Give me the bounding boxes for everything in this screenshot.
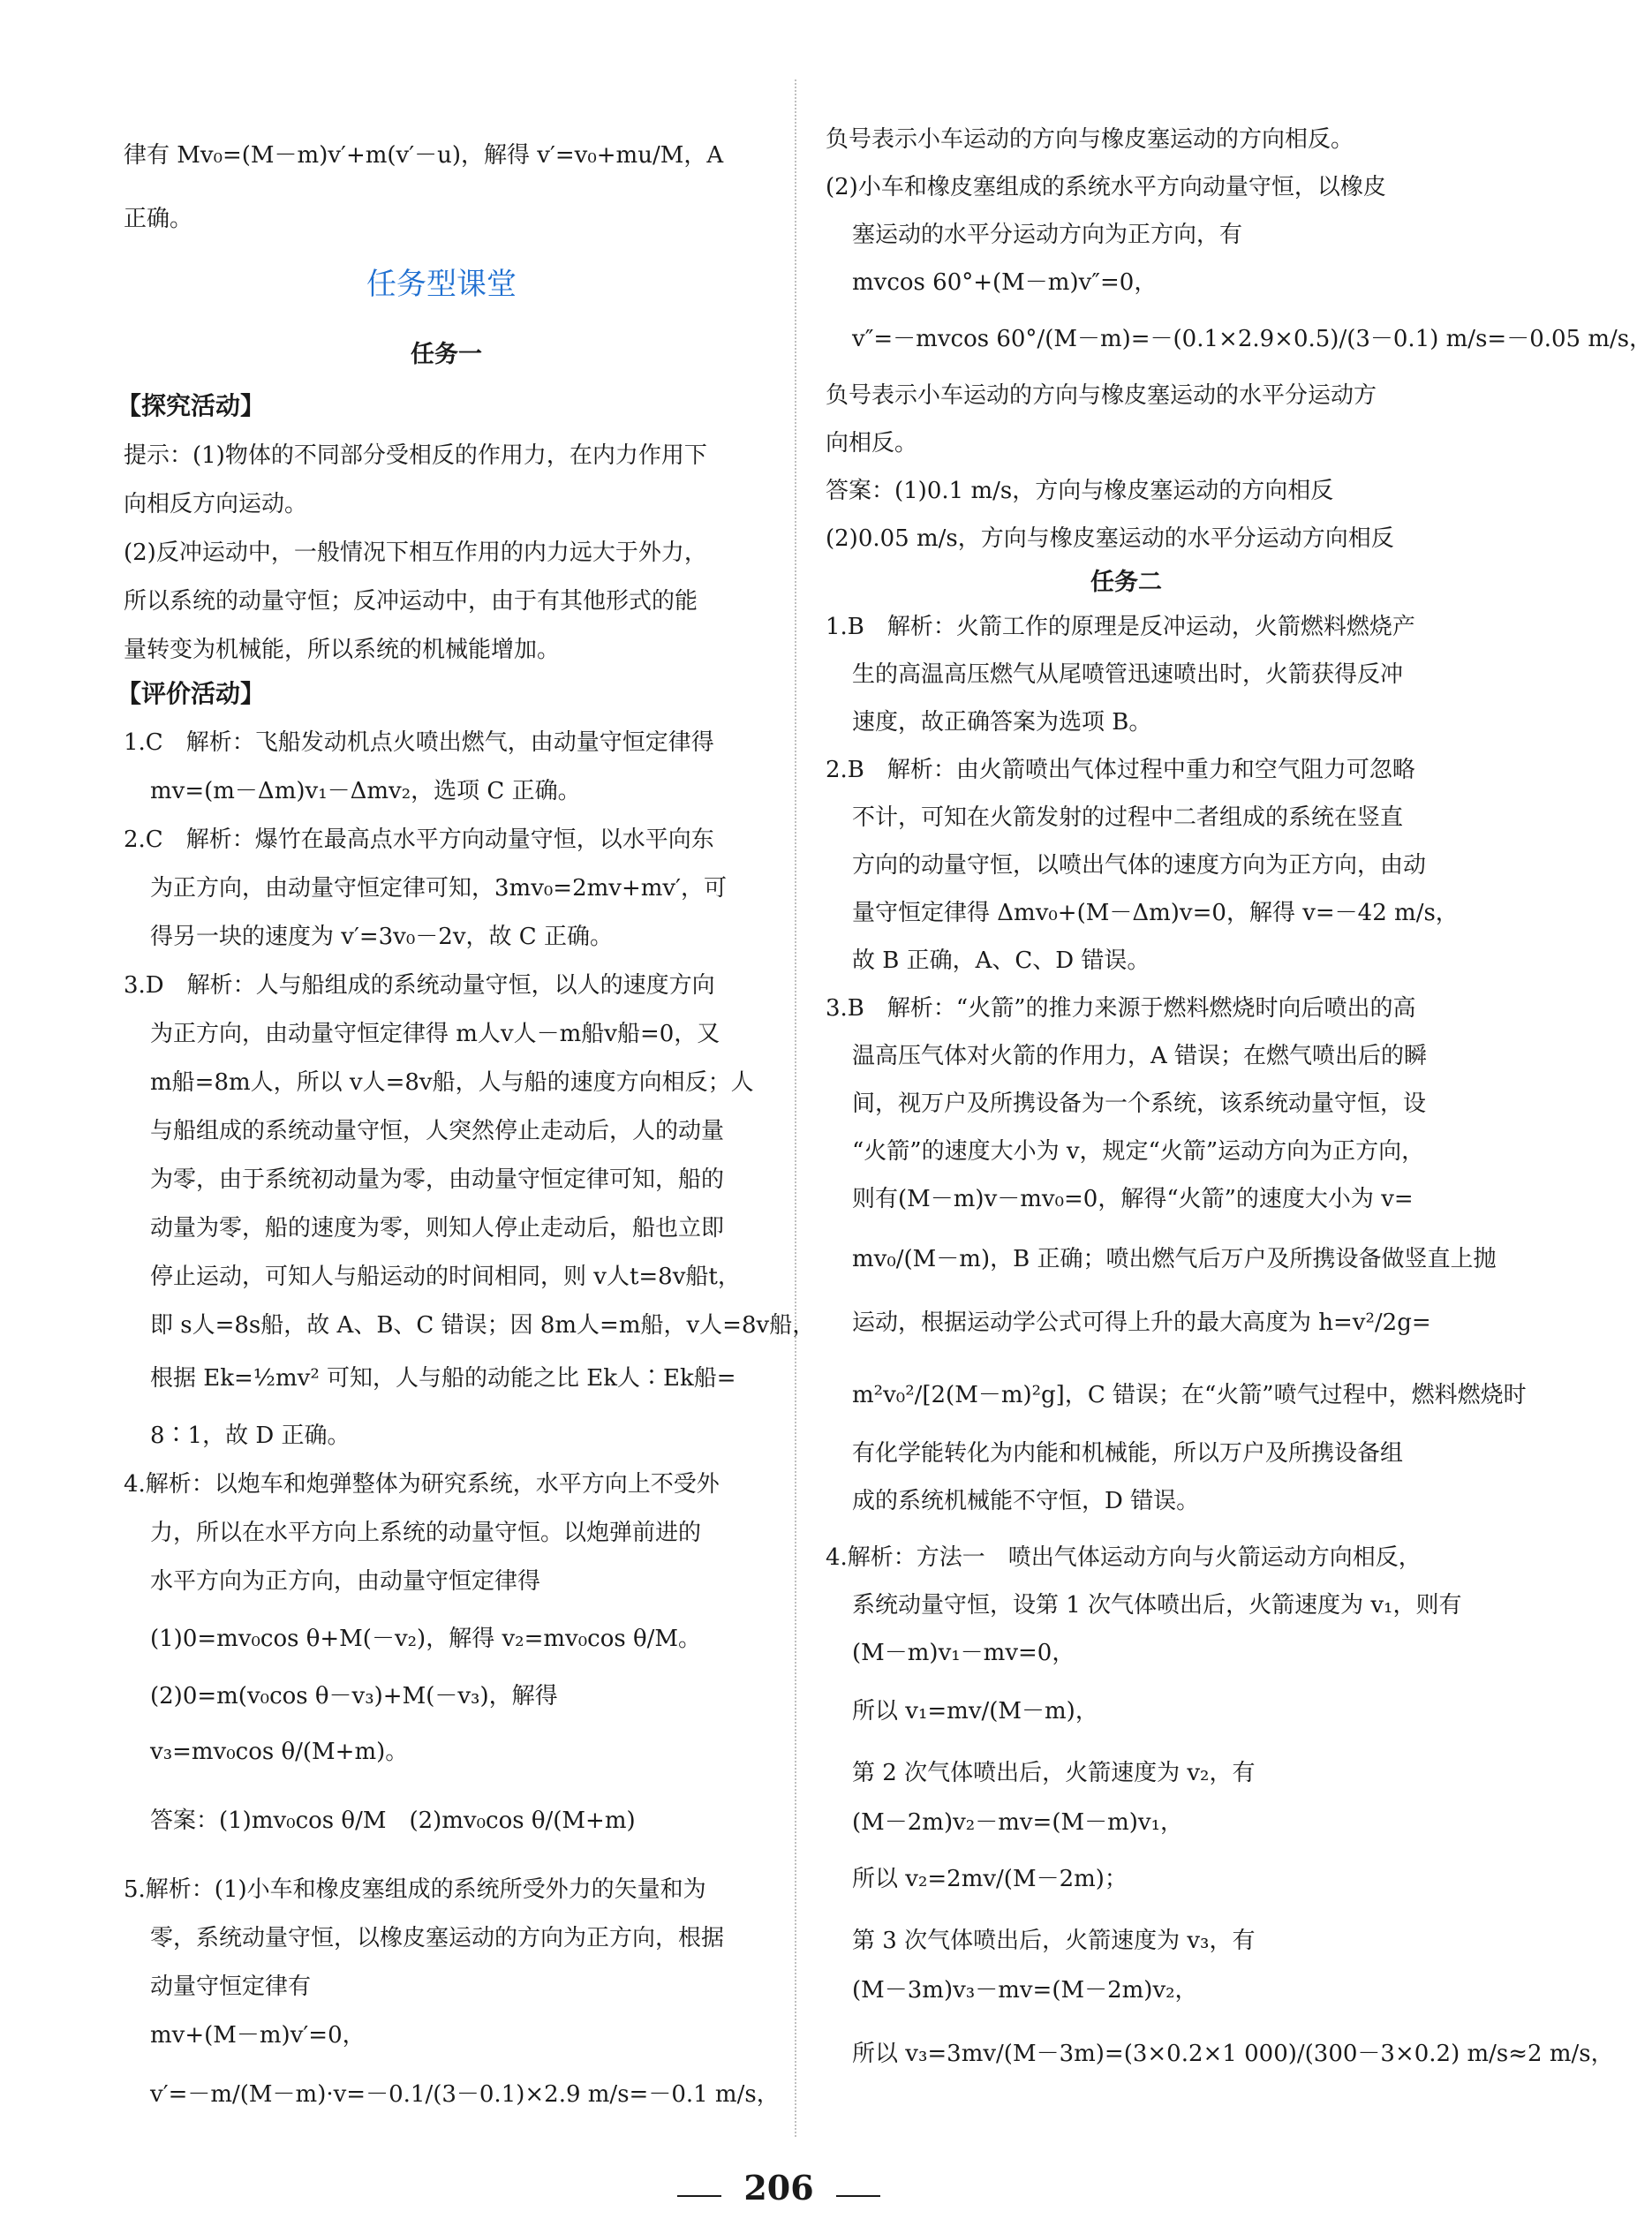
answer-line: v₃=mv₀cos θ/(M+m)。 (150, 1739, 409, 1765)
answer-line: (M－3m)v₃－mv=(M－2m)v₂， (852, 1977, 1198, 2004)
text-line: (2)反冲运动中，一般情况下相互作用的内力远大于外力， (124, 540, 707, 566)
answer-line: 4.解析：以炮车和炮弹整体为研究系统，水平方向上不受外 (124, 1471, 720, 1498)
answer-line: mv=(m－Δm)v₁－Δmv₂，选项 C 正确。 (150, 778, 581, 804)
answer-line: “火箭”的速度大小为 v，规定“火箭”运动方向为正方向， (852, 1138, 1425, 1165)
footer-dash-left (677, 2195, 721, 2197)
text-line: (2)小车和橡皮塞组成的系统水平方向动量守恒，以橡皮 (826, 174, 1386, 200)
task-heading: 任务二 (1090, 569, 1162, 596)
text-line: 量转变为机械能，所以系统的机械能增加。 (124, 637, 561, 663)
answer-line: 2.B 解析：由火箭喷出气体过程中重力和空气阻力可忽略 (826, 757, 1415, 783)
answer-line: 动量守恒定律有 (150, 1974, 312, 2000)
task-heading: 任务一 (411, 341, 482, 368)
answer-line: 成的系统机械能不守恒，D 错误。 (852, 1488, 1200, 1514)
answer-line: 为零，由于系统初动量为零，由动量守恒定律可知，船的 (150, 1166, 725, 1193)
text-line: 律有 Mv₀=(M－m)v′+m(v′－u)，解得 v′=v₀+mu/M，A (124, 142, 724, 169)
column-divider (795, 79, 796, 2137)
page-footer (0, 2168, 1558, 2208)
answer-line: 4.解析：方法一 喷出气体运动方向与火箭运动方向相反， (826, 1544, 1422, 1571)
answer-line: m²v₀²/[2(M－m)²g]，C 错误；在“火箭”喷气过程中，燃料燃烧时 (852, 1382, 1527, 1408)
answer-line: 量守恒定律得 Δmv₀+(M－Δm)v=0，解得 v=－42 m/s， (852, 900, 1459, 926)
explore-heading: 【探究活动】 (117, 391, 266, 420)
answer-line: 则有(M－m)v－mv₀=0，解得“火箭”的速度大小为 v= (852, 1186, 1414, 1212)
answer-line: m船=8m人，所以 v人=8v船，人与船的速度方向相反；人 (150, 1069, 754, 1096)
answer-line: 故 B 正确，A、C、D 错误。 (852, 947, 1150, 974)
answer-line: 为正方向，由动量守恒定律可知，3mv₀=2mv+mv′，可 (150, 875, 728, 902)
answer-line: 5.解析：(1)小车和橡皮塞组成的系统所受外力的矢量和为 (124, 1876, 706, 1903)
evaluation-heading: 【评价活动】 (117, 679, 266, 708)
answer-line: 第 3 次气体喷出后，火箭速度为 v₃，有 (852, 1928, 1256, 1954)
text-line: 向相反方向运动。 (124, 491, 308, 517)
answer-line: v′=－m/(M－m)·v=－0.1/(3－0.1)×2.9 m/s=－0.1 m/s， (150, 2081, 780, 2108)
answer-line: 答案：(1)mv₀cos θ/M (2)mv₀cos θ/(M+m) (150, 1808, 636, 1834)
answer-line: 1.B 解析：火箭工作的原理是反冲运动，火箭燃料燃烧产 (826, 614, 1415, 640)
answer-line: 为正方向，由动量守恒定律得 m人v人－m船v船=0，又 (150, 1021, 720, 1047)
answer-line: 根据 Ek=½mv² 可知，人与船的动能之比 Ek人∶Ek船= (150, 1365, 736, 1392)
text-line: (2)0.05 m/s，方向与橡皮塞运动的水平分运动方向相反 (826, 525, 1394, 552)
answer-line: 运动，根据运动学公式可得上升的最大高度为 h=v²/2g= (852, 1310, 1431, 1336)
answer-line: 1.C 解析：飞船发动机点火喷出燃气，由动量守恒定律得 (124, 729, 714, 756)
answer-line: 2.C 解析：爆竹在最高点水平方向动量守恒，以水平向东 (124, 826, 714, 853)
answer-line: (M－2m)v₂－mv=(M－m)v₁， (852, 1809, 1184, 1836)
answer-line: 方向的动量守恒，以喷出气体的速度方向为正方向，由动 (852, 852, 1427, 879)
answer-line: 水平方向为正方向，由动量守恒定律得 (150, 1568, 541, 1595)
answer-line: 停止运动，可知人与船运动的时间相同，则 v人t=8v船t， (150, 1264, 741, 1290)
page-number: 206 (743, 2168, 814, 2208)
answer-line: mv₀/(M－m)，B 正确；喷出燃气后万户及所携设备做竖直上抛 (852, 1246, 1497, 1272)
answer-line: 速度，故正确答案为选项 B。 (852, 709, 1152, 736)
answer-line: 所以 v₃=3mv/(M－3m)=(3×0.2×1 000)/(300－3×0.2) m/s≈2 m/s， (852, 2041, 1614, 2067)
answer-line: 3.D 解析：人与船组成的系统动量守恒，以人的速度方向 (124, 972, 715, 999)
text-line: 负号表示小车运动的方向与橡皮塞运动的水平分运动方 (826, 382, 1377, 409)
answer-line: 所以 v₁=mv/(M－m)， (852, 1698, 1098, 1725)
answer-line: 3.B 解析：“火箭”的推力来源于燃料燃烧时向后喷出的高 (826, 995, 1416, 1022)
text-line: 答案：(1)0.1 m/s，方向与橡皮塞运动的方向相反 (826, 478, 1334, 504)
answer-line: 动量为零，船的速度为零，则知人停止走动后，船也立即 (150, 1215, 725, 1242)
text-line: mvcos 60°+(M－m)v″=0， (852, 269, 1158, 296)
section-title: 任务型课堂 (366, 267, 517, 302)
answer-line: 8∶1，故 D 正确。 (150, 1423, 351, 1449)
text-line: 向相反。 (826, 430, 918, 457)
text-line: 负号表示小车运动的方向与橡皮塞运动的方向相反。 (826, 126, 1354, 153)
answer-line: 不计，可知在火箭发射的过程中二者组成的系统在竖直 (852, 804, 1404, 831)
text-line: 塞运动的水平分运动方向为正方向，有 (852, 222, 1243, 248)
answer-line: 有化学能转化为内能和机械能，所以万户及所携设备组 (852, 1440, 1404, 1467)
text-line: 提示：(1)物体的不同部分受相反的作用力，在内力作用下 (124, 442, 707, 469)
answer-line: (M－m)v₁－mv=0， (852, 1640, 1075, 1666)
answer-line: (1)0=mv₀cos θ+M(－v₂)，解得 v₂=mv₀cos θ/M。 (150, 1626, 701, 1652)
answer-line: 得另一块的速度为 v′=3v₀－2v，故 C 正确。 (150, 924, 613, 950)
footer-dash-right (836, 2195, 880, 2197)
answer-line: 系统动量守恒，设第 1 次气体喷出后，火箭速度为 v₁，则有 (852, 1592, 1462, 1619)
answer-line: 与船组成的系统动量守恒，人突然停止走动后，人的动量 (150, 1118, 725, 1144)
text-line: v″=－mvcos 60°/(M－m)=－(0.1×2.9×0.5)/(3－0.1) m/s=－0.05 m/s， (852, 326, 1652, 352)
answer-line: 力，所以在水平方向上系统的动量守恒。以炮弹前进的 (150, 1520, 702, 1546)
answer-line: 生的高温高压燃气从尾喷管迅速喷出时，火箭获得反冲 (852, 661, 1404, 688)
answer-line: 温高压气体对火箭的作用力，A 错误；在燃气喷出后的瞬 (852, 1043, 1428, 1069)
answer-line: 所以 v₂=2mv/(M－2m)； (852, 1866, 1128, 1892)
answer-line: 第 2 次气体喷出后，火箭速度为 v₂，有 (852, 1760, 1256, 1786)
answer-line: 即 s人=8s船，故 A、B、C 错误；因 8m人=m船，v人=8v船， (150, 1312, 816, 1339)
answer-line: 间，视万户及所携设备为一个系统，该系统动量守恒，设 (852, 1091, 1427, 1117)
answer-line: (2)0=m(v₀cos θ－v₃)+M(－v₃)，解得 (150, 1683, 558, 1710)
text-line: 所以系统的动量守恒；反冲运动中，由于有其他形式的能 (124, 588, 698, 615)
answer-line: mv+(M－m)v′=0， (150, 2022, 366, 2049)
answer-line: 零，系统动量守恒，以橡皮塞运动的方向为正方向，根据 (150, 1925, 725, 1951)
text-line: 正确。 (124, 206, 193, 232)
